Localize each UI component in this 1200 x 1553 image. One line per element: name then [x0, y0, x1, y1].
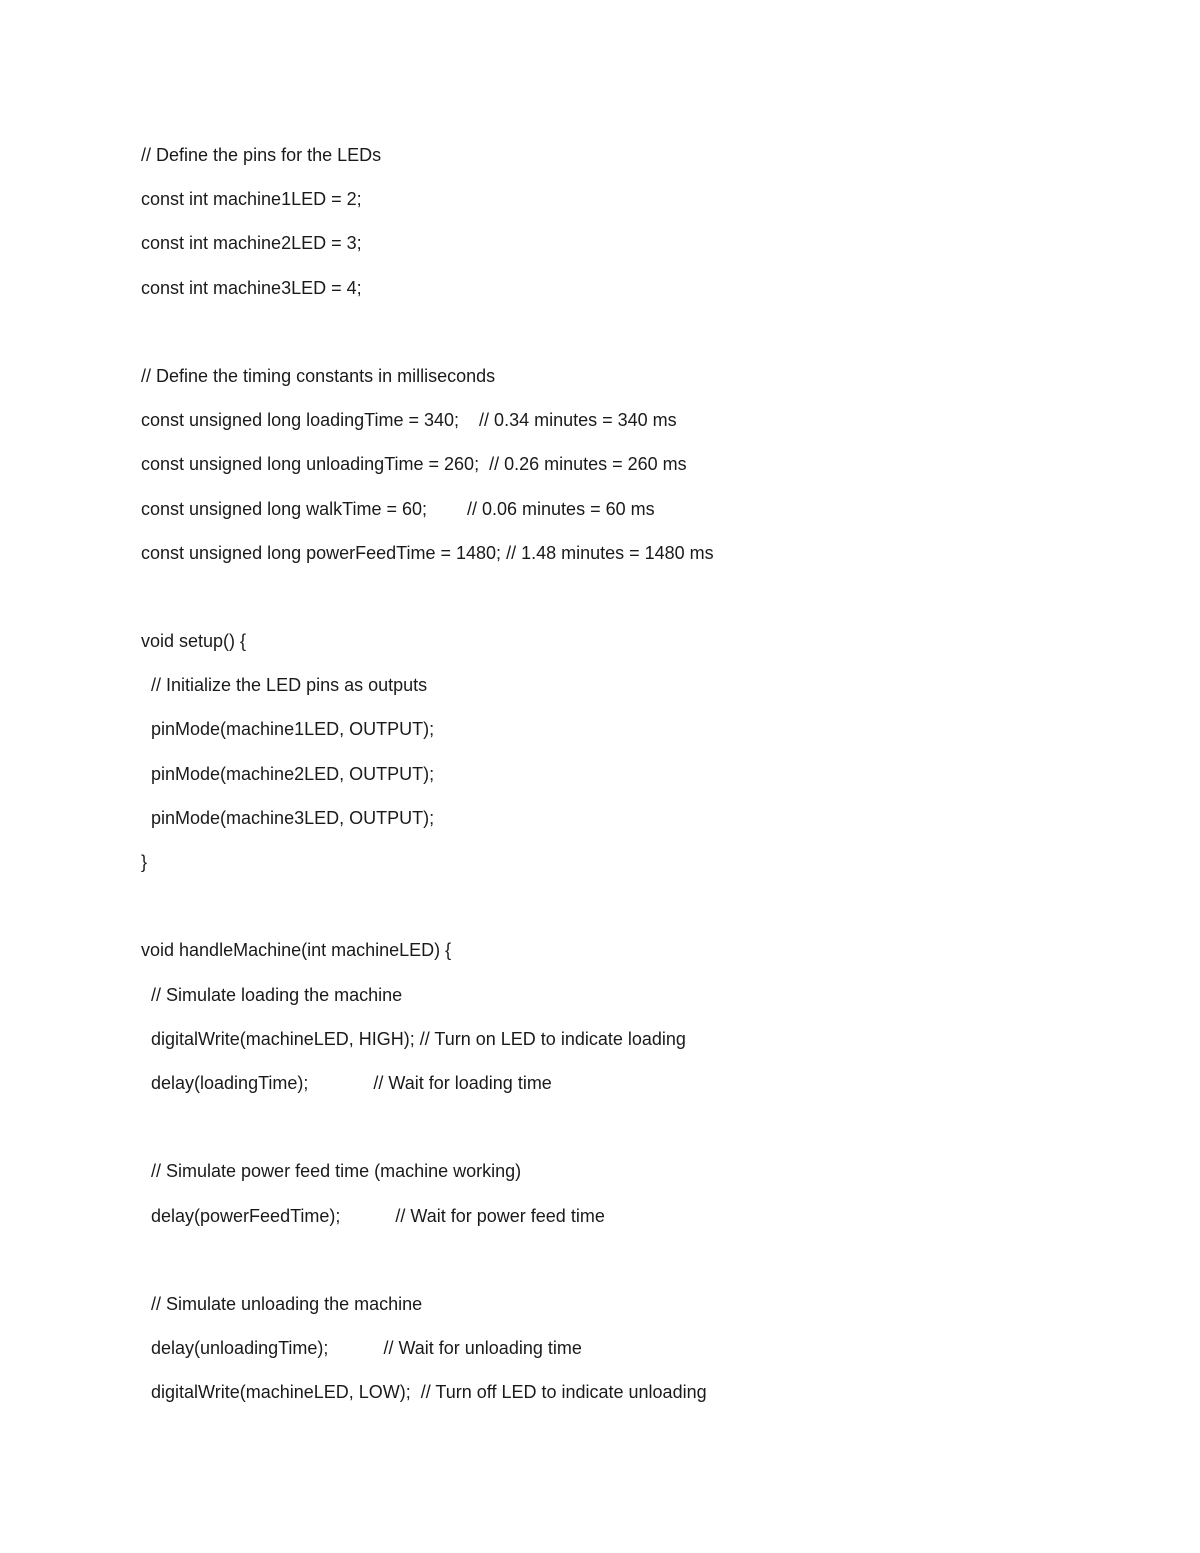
code-line: // Simulate loading the machine [141, 984, 403, 1005]
code-line: const int machine3LED = 4; [141, 277, 362, 298]
code-line: const unsigned long walkTime = 60; // 0.06 minutes = 60 ms [141, 498, 655, 519]
code-line: const int machine2LED = 3; [141, 233, 362, 254]
code-line: const int machine1LED = 2; [141, 189, 362, 210]
code-line: delay(unloadingTime); // Wait for unloading time [141, 1338, 582, 1359]
blank-line [141, 894, 1121, 938]
code-line: pinMode(machine1LED, OUTPUT); [141, 719, 435, 740]
blank-line [141, 1248, 1121, 1292]
code-line: // Initialize the LED pins as outputs [141, 675, 428, 696]
code-line: const unsigned long loadingTime = 340; // 0.34 minutes = 340 ms [141, 410, 677, 431]
code-line: digitalWrite(machineLED, HIGH); // Turn on LED to indicate loading [141, 1028, 686, 1049]
code-line: pinMode(machine3LED, OUTPUT); [141, 807, 435, 828]
code-line: delay(loadingTime); // Wait for loading time [141, 1072, 552, 1093]
code-line: } [141, 852, 148, 872]
code-line: // Define the timing constants in milliseconds [141, 365, 496, 386]
code-line: // Define the pins for the LEDs [141, 145, 382, 165]
blank-line [141, 1115, 1121, 1159]
code-line: void handleMachine(int machineLED) { [141, 940, 452, 961]
blank-line [141, 320, 1121, 364]
blank-line [141, 585, 1121, 629]
code-text [141, 143, 1121, 1424]
code-line: // Simulate unloading the machine [141, 1293, 423, 1314]
code-line: const unsigned long powerFeedTime = 1480; // 1.48 minutes = 1480 ms [141, 542, 714, 563]
code-line: void setup() { [141, 631, 247, 652]
code-line: pinMode(machine2LED, OUTPUT); [141, 763, 435, 784]
code-line: delay(powerFeedTime); // Wait for power feed time [141, 1205, 605, 1226]
code-line: const unsigned long unloadingTime = 260; // 0.26 minutes = 260 ms [141, 454, 687, 475]
code-line: digitalWrite(machineLED, LOW); // Turn off LED to indicate unloading [141, 1382, 707, 1403]
code-line: // Simulate power feed time (machine working) [141, 1161, 522, 1182]
